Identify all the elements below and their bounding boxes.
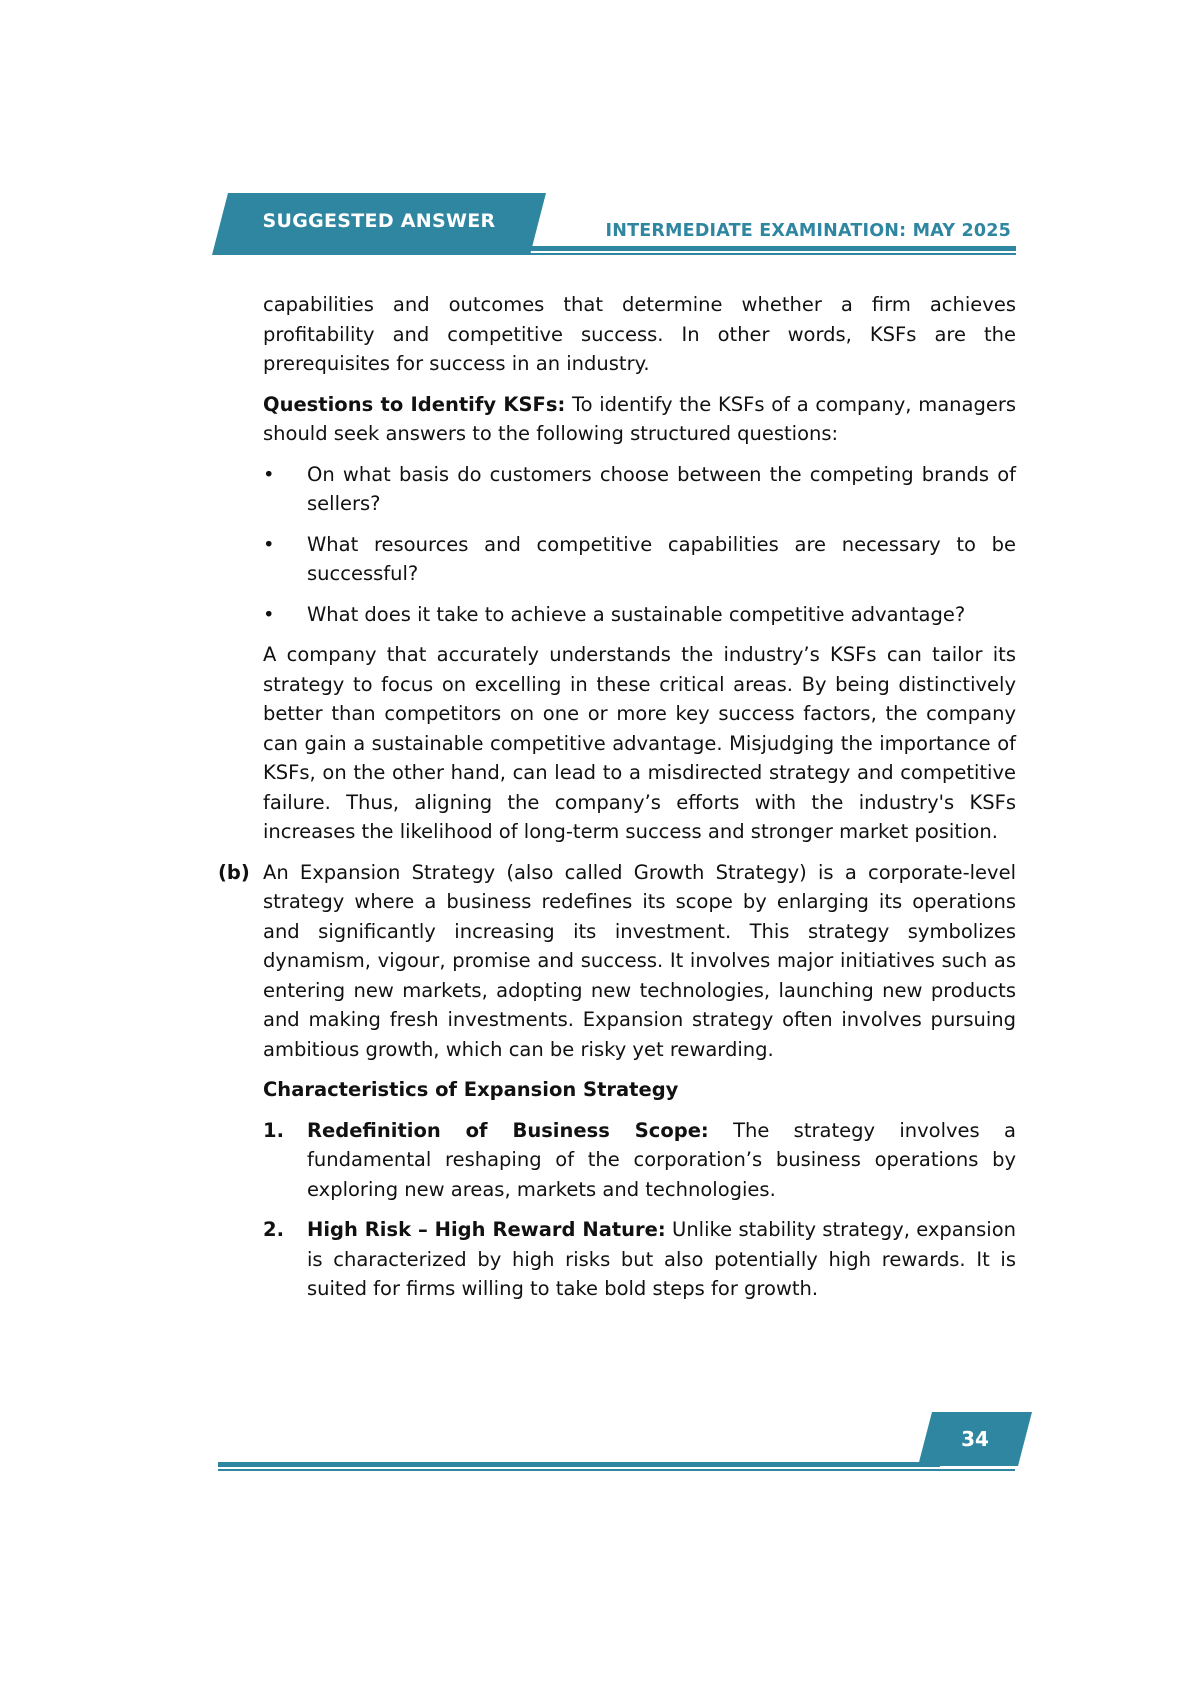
- item-title: Redefinition of Business Scope:: [307, 1118, 709, 1142]
- bullet-icon: •: [263, 462, 275, 486]
- list-item: [263, 1116, 1016, 1205]
- page-number: 34: [961, 1427, 989, 1451]
- questions-text: To identify the KSFs of a company, managers should seek answers to the following structured questions:: [263, 392, 1017, 445]
- list-item: [263, 460, 1016, 519]
- list-item-text: What resources and competitive capabilities are necessary to be successful?: [307, 532, 1016, 585]
- questions-heading: Questions to Identify KSFs:: [263, 392, 566, 416]
- list-item: [263, 600, 1016, 630]
- header-rule-thin: [527, 253, 1016, 255]
- header-tab-label: SUGGESTED ANSWER: [262, 210, 496, 232]
- intro-paragraph: capabilities and outcomes that determine whether a firm achieves profitability and competitive success. In other words, KSFs are the prerequisites for success in an industry.: [263, 293, 1016, 375]
- bullet-icon: •: [263, 532, 275, 556]
- item-number: 1.: [263, 1118, 284, 1142]
- list-item: [263, 1215, 1016, 1304]
- footer-rule-thin: [218, 1469, 1015, 1471]
- list-item-text: On what basis do customers choose between the competing brands of sellers?: [307, 462, 1016, 515]
- part-b: [218, 858, 1016, 1065]
- part-b-label: (b): [218, 860, 250, 884]
- questions-list: [263, 460, 1016, 630]
- item-text: The strategy involves a fundamental reshaping of the corporation’s business operations by exploring new areas, markets and technologies.: [307, 1118, 1016, 1201]
- exam-title: INTERMEDIATE EXAMINATION: MAY 2025: [605, 221, 1011, 241]
- part-b-text: An Expansion Strategy (also called Growth Strategy) is a corporate-level strategy where a business redefines its scope by enlarging its operations and significantly increasing its investment. This strategy symbolizes dynamism, vigour, promise and success. It involves major initiatives such as entering new markets, adopting new technologies, launching new products and making fresh investments. Expansion strategy often involves pursuing ambitious growth, which can be risky yet rewarding.: [263, 860, 1016, 1061]
- header-rule: [527, 246, 1016, 251]
- characteristics-heading: Characteristics of Expansion Strategy: [263, 1078, 679, 1101]
- characteristics-list: [263, 1116, 1016, 1304]
- item-number: 2.: [263, 1218, 284, 1241]
- page-content: [218, 290, 1016, 1315]
- list-item: [263, 530, 1016, 589]
- summary-paragraph: A company that accurately understands the industry’s KSFs can tailor its strategy to focus on excelling in these critical areas. By being distinctively better than competitors on one or more key success factors, the company can gain a sustainable competitive advantage. Misjudging the importance of KSFs, on the other hand, can lead to a misdirected strategy and competitive failure. Thus, aligning the company’s efforts with the industry's KSFs increases the likelihood of long-term success and stronger market position.: [263, 643, 1016, 843]
- item-text: Unlike stability strategy, expansion is characterized by high risks but also potentially high rewards. It is suited for firms willing to take bold steps for growth.: [307, 1218, 1016, 1300]
- footer-rule: [218, 1462, 940, 1467]
- questions-paragraph: [218, 390, 1016, 449]
- list-item-text: What does it take to achieve a sustainable competitive advantage?: [307, 602, 966, 626]
- item-title: High Risk – High Reward Nature:: [307, 1218, 666, 1241]
- bullet-icon: •: [263, 602, 275, 626]
